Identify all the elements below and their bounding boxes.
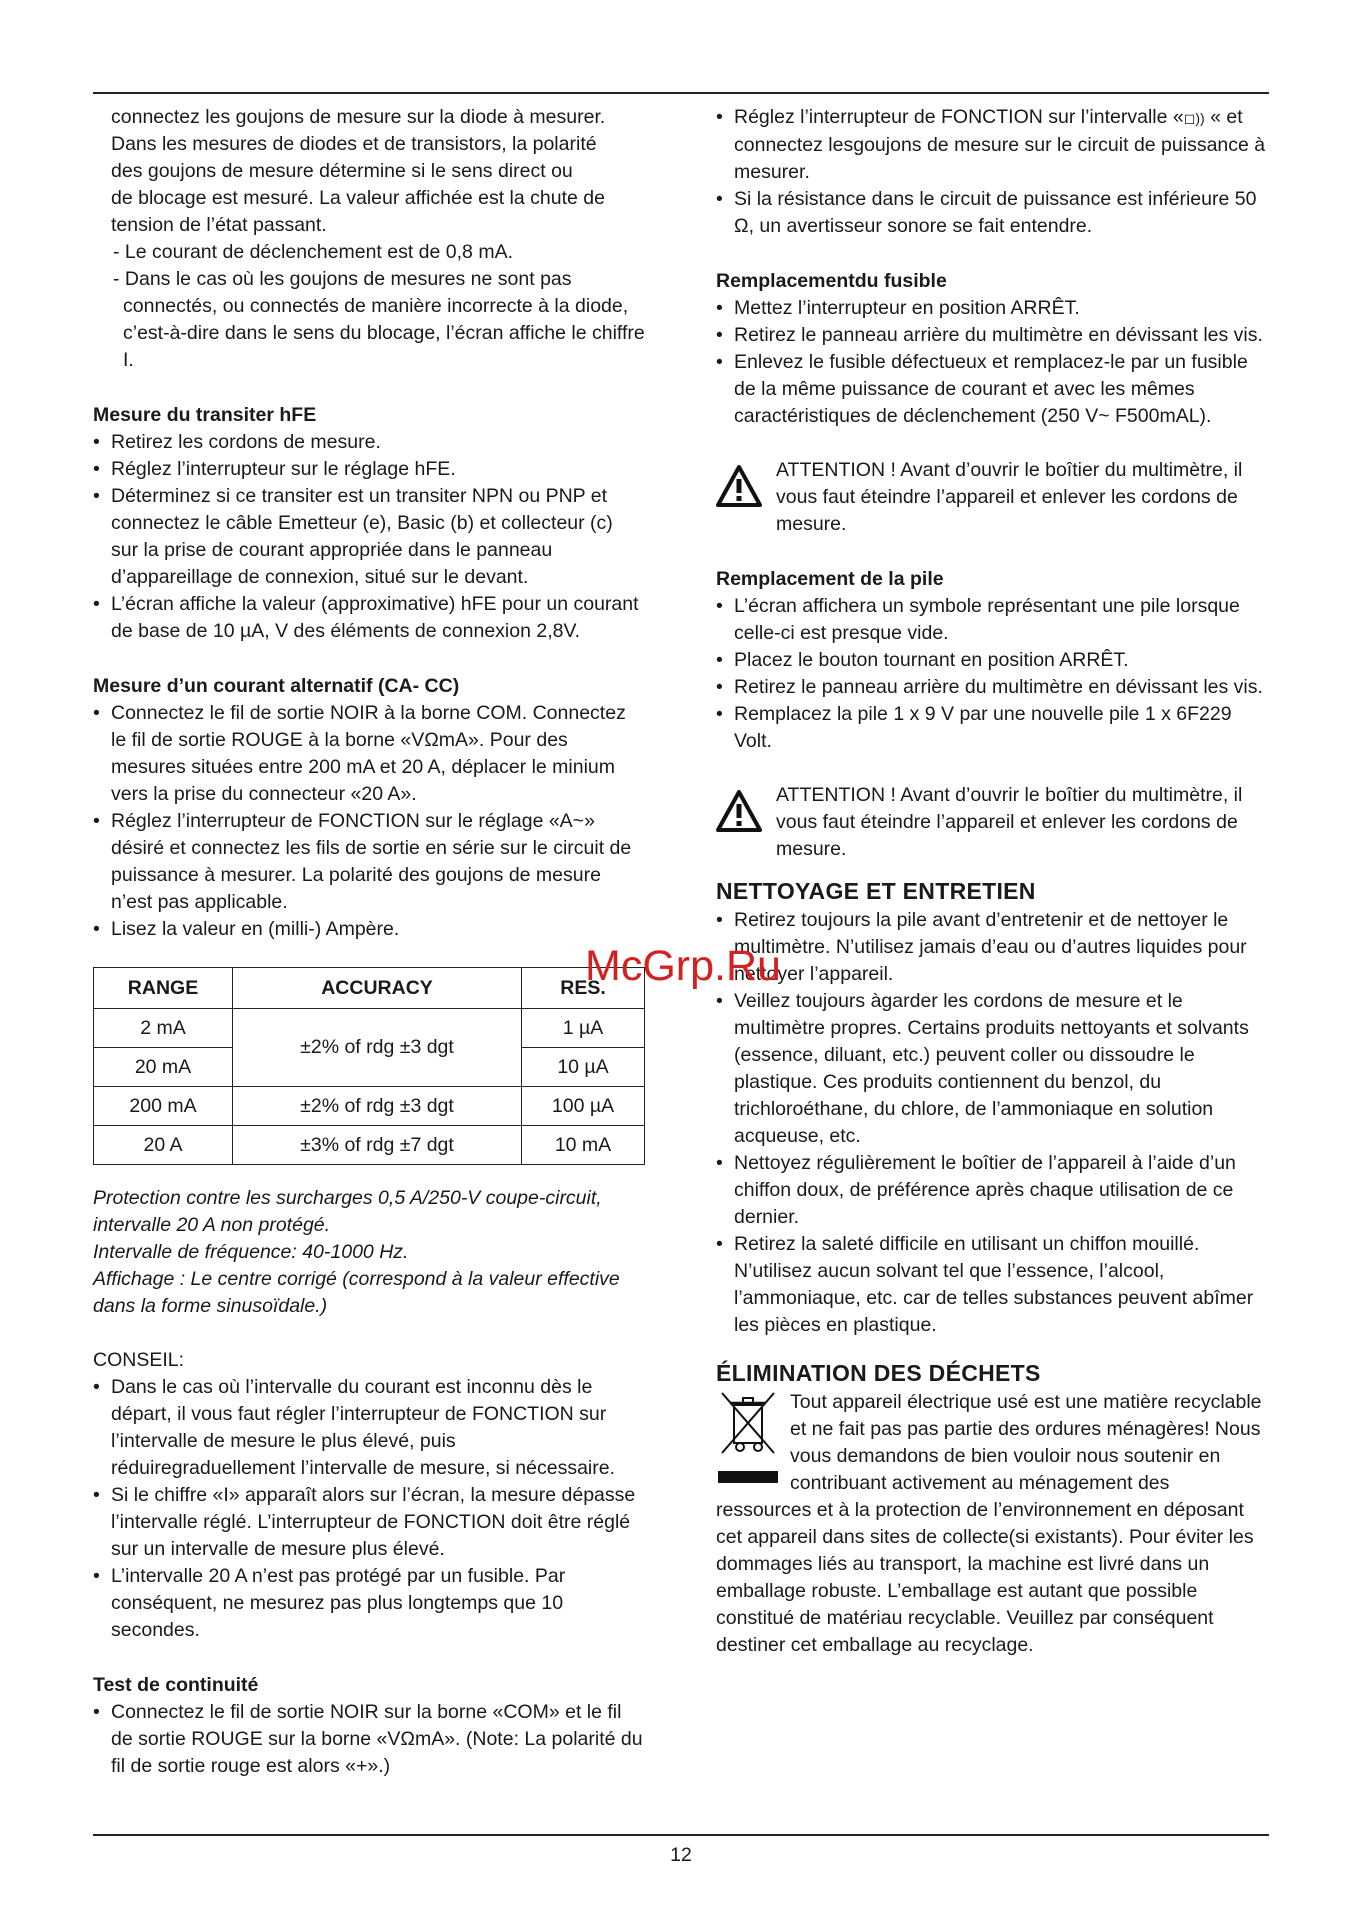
- list-item: • Déterminez si ce transiter est un transiter NPN ou PNP et connectez le câble Emetteur (e), Basic (b) et collecteur (c) sur la prise de courant appropriée dans le panneau d’appareillage de connexion, situé sur le devant.: [93, 483, 645, 591]
- buzzer-icon: ◻)): [1183, 110, 1205, 126]
- list-item: • Nettoyez régulièrement le boîtier de l’appareil à l’aide d’un chiffon doux, de préférence après chaque utilisation de ce dernier.: [716, 1150, 1269, 1231]
- list-item: • Réglez l’interrupteur de FONCTION sur le réglage «A~» désiré et connectez les fils de sortie en série sur le circuit de puissance à mesurer. La polarité des goujons de mesure n’est pas applicable.: [93, 808, 645, 916]
- display-note: Affichage : Le centre corrigé (correspond à la valeur effective dans la forme sinusoïdale.): [93, 1268, 620, 1317]
- table-row: [94, 1009, 645, 1048]
- table-cell: ±3% of rdg ±7 dgt: [233, 1126, 522, 1165]
- continuity-list: [93, 1699, 645, 1780]
- cleaning-list: [716, 907, 1269, 1339]
- diode-intro: connectez les goujons de mesure sur la diode à mesurer. Dans les mesures de diodes et de transistors, la polarité des goujons de mesure détermine si le sens direct ou de blocage est mesuré. La valeur affichée est la chute de tension de l’état passant.: [111, 106, 606, 236]
- section-heading-ac: Mesure d’un courant alternatif (CA- CC): [93, 675, 460, 697]
- tip-list: [93, 1374, 645, 1644]
- left-column: [93, 104, 645, 1780]
- protection-note: Protection contre les surcharges 0,5 A/250-V coupe-circuit, intervalle 20 A non protégé.: [93, 1187, 602, 1236]
- table-cell: 10 µA: [522, 1048, 645, 1087]
- waste-text: Tout appareil électrique usé est une matière recyclable et ne fait pas pas partie des ordures ménagères! Nous vous demandons de bien vouloir nous soutenir en contribuant activement au ménagement des ressources et à la protection de l’environnement en déposant cet appareil dans sites de collecte(si existants). Pour éviter les dommages liés au transport, la machine est livré dans un emballage robuste. L’emballage est autant que possible constitué de matériau recyclable. Veuillez par conséquent destiner cet emballage au recyclage.: [716, 1391, 1262, 1656]
- table-header: RANGE: [94, 968, 233, 1009]
- page-number: 12: [670, 1844, 692, 1866]
- waste-block: [716, 1389, 1269, 1659]
- tip-heading: CONSEIL:: [93, 1349, 185, 1371]
- list-item: • Dans le cas où l’intervalle du courant est inconnu dès le départ, il vous faut régler l’interrupteur de FONCTION sur l’intervalle de mesure le plus élevé, puis réduiregraduellement l’intervalle de mesure, si nécessaire.: [93, 1374, 645, 1482]
- watermark: McGrp.Ru: [585, 942, 781, 990]
- table-cell: 1 µA: [522, 1009, 645, 1048]
- list-item: • Placez le bouton tournant en position ARRÊT.: [716, 647, 1269, 674]
- list-item: • Veillez toujours àgarder les cordons de mesure et le multimètre propres. Certains produits nettoyants et solvants (essence, diluant, etc.) peuvent coller ou dissoudre le plastique. Ces produits contiennent du benzol, du trichloroéthane, du chlore, de l’ammoniaque en solution acqueuse, etc.: [716, 988, 1269, 1150]
- table-cell: ±2% of rdg ±3 dgt: [233, 1087, 522, 1126]
- list-item: • Lisez la valeur en (milli-) Ampère.: [93, 916, 645, 943]
- ac-list: [93, 700, 645, 943]
- table-row: [94, 1087, 645, 1126]
- section-heading-fuse: Remplacementdu fusible: [716, 270, 947, 292]
- warning-block: ATTENTION ! Avant d’ouvrir le boîtier du multimètre, il vous faut éteindre l’appareil et enlever les cordons de mesure.: [716, 457, 1269, 538]
- list-item: • Retirez toujours la pile avant d’entretenir et de nettoyer le multimètre. N’utilisez jamais d’eau ou d’autres liquides pour nettoyer l’appareil.: [716, 907, 1269, 988]
- list-item: • Retirez la saleté difficile en utilisant un chiffon mouillé. N’utilisez aucun solvant tel que l’essence, l’alcool, l’ammoniaque, etc. car de telles substances peuvent abîmer les pièces en plastique.: [716, 1231, 1269, 1339]
- list-item: • L’écran affichera un symbole représentant une pile lorsque celle-ci est presque vide.: [716, 593, 1269, 647]
- list-item: • Retirez le panneau arrière du multimètre en dévissant les vis.: [716, 322, 1269, 349]
- list-item: • Si la résistance dans le circuit de puissance est inférieure 50 Ω, un avertisseur sonore se fait entendre.: [716, 186, 1269, 240]
- table-cell: 100 µA: [522, 1087, 645, 1126]
- list-item: • L’intervalle 20 A n’est pas protégé par un fusible. Par conséquent, ne mesurez pas plus longtemps que 10 secondes.: [93, 1563, 645, 1644]
- fuse-list: [716, 295, 1269, 430]
- table-cell: ±2% of rdg ±3 dgt: [233, 1009, 522, 1087]
- list-item: • L’écran affiche la valeur (approximative) hFE pour un courant de base de 10 µA, V des éléments de connexion 2,8V.: [93, 591, 645, 645]
- table-cell: 20 A: [94, 1126, 233, 1165]
- crossed-bin-icon: [716, 1389, 780, 1493]
- warning-block: ATTENTION ! Avant d’ouvrir le boîtier du multimètre, il vous faut éteindre l’appareil et enlever les cordons de mesure.: [716, 782, 1269, 863]
- section-heading-cleaning: NETTOYAGE ET ENTRETIEN: [716, 878, 1036, 904]
- list-item: • Réglez l’interrupteur de FONCTION sur l’intervalle «◻)) « et connectez lesgoujons de mesure sur le circuit de puissance à mesurer.: [716, 104, 1269, 186]
- section-heading-battery: Remplacement de la pile: [716, 568, 944, 590]
- battery-list: [716, 593, 1269, 755]
- table-cell: 2 mA: [94, 1009, 233, 1048]
- table-cell: 10 mA: [522, 1126, 645, 1165]
- warning-icon: [716, 790, 762, 832]
- accuracy-table: [93, 967, 645, 1165]
- table-header-row: [94, 968, 645, 1009]
- section-heading-waste: ÉLIMINATION DES DÉCHETS: [716, 1360, 1041, 1386]
- warning-icon: [716, 465, 762, 507]
- list-item: • Mettez l’interrupteur en position ARRÊT.: [716, 295, 1269, 322]
- list-item: • Si le chiffre «I» apparaît alors sur l’écran, la mesure dépasse l’intervalle réglé. L’interrupteur de FONCTION doit être réglé sur un intervalle de mesure plus élevé.: [93, 1482, 645, 1563]
- dash-item: - Dans le cas où les goujons de mesures ne sont pas connectés, ou connectés de manière incorrecte à la diode, c’est-à-dire dans le sens du blocage, l’écran affiche le chiffre I.: [113, 268, 645, 371]
- section-heading-hfe: Mesure du transiter hFE: [93, 404, 317, 426]
- list-item: • Remplacez la pile 1 x 9 V par une nouvelle pile 1 x 6F229 Volt.: [716, 701, 1269, 755]
- list-item: • Retirez le panneau arrière du multimètre en dévissant les vis.: [716, 674, 1269, 701]
- table-header: ACCURACY: [233, 968, 522, 1009]
- dash-item: - Le courant de déclenchement est de 0,8 mA.: [113, 241, 513, 263]
- list-item: • Connectez le fil de sortie NOIR sur la borne «COM» et le fil de sortie ROUGE sur la borne «VΩmA». (Note: La polarité du fil de sortie rouge est alors «+».): [93, 1699, 645, 1780]
- table-cell: 200 mA: [94, 1087, 233, 1126]
- bottom-rule: [93, 1834, 1269, 1836]
- right-column: [716, 104, 1269, 1659]
- table-row: [94, 1126, 645, 1165]
- list-item: • Enlevez le fusible défectueux et remplacez-le par un fusible de la même puissance de courant et avec les mêmes caractéristiques de déclenchement (250 V~ F500mAL).: [716, 349, 1269, 430]
- table-cell: 20 mA: [94, 1048, 233, 1087]
- hfe-list: [93, 429, 645, 645]
- continuity-steps: [716, 104, 1269, 240]
- top-rule: [93, 92, 1269, 94]
- list-item: • Retirez les cordons de mesure.: [93, 429, 645, 456]
- section-heading-continuity: Test de continuité: [93, 1674, 259, 1696]
- list-item: • Réglez l’interrupteur sur le réglage hFE.: [93, 456, 645, 483]
- list-item: • Connectez le fil de sortie NOIR à la borne COM. Connectez le fil de sortie ROUGE à la borne «VΩmA». Pour des mesures situées entre 200 mA et 20 A, déplacer le minium vers la prise du connecteur «20 A».: [93, 700, 645, 808]
- frequency-note: Intervalle de fréquence: 40-1000 Hz.: [93, 1241, 409, 1263]
- table-header: RES.: [522, 968, 645, 1009]
